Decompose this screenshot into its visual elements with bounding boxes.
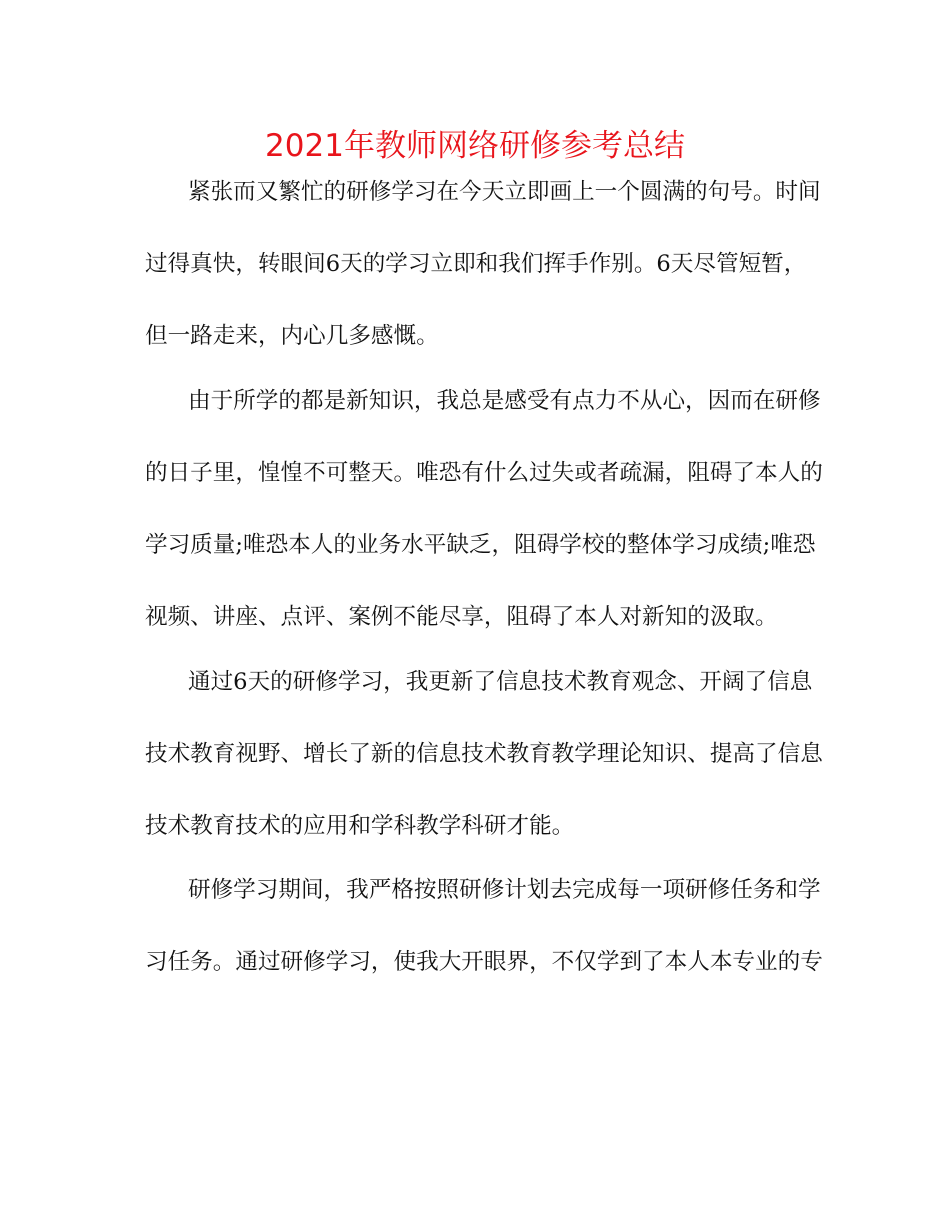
paragraph-2-line-2: 的日子里，惶惶不可整天。唯恐有什么过失或者疏漏，阻碍了本人的: [145, 460, 823, 486]
paragraph-3-line-1: 通过6天的研修学习，我更新了信息技术教育观念、开阔了信息: [188, 669, 813, 695]
paragraph-2-line-3: 学习质量;唯恐本人的业务水平缺乏，阻碍学校的整体学习成绩;唯恐: [145, 532, 816, 558]
paragraph-4-line-2: 习任务。通过研修学习，使我大开眼界，不仅学到了本人本专业的专: [145, 949, 823, 975]
paragraph-1-line-2: 过得真快，转眼间6天的学习立即和我们挥手作别。6天尽管短暂，: [145, 251, 807, 277]
paragraph-2-line-4: 视频、讲座、点评、案例不能尽享，阻碍了本人对新知的汲取。: [145, 604, 778, 630]
document-title: 2021年教师网络研修参考总结: [265, 128, 685, 164]
paragraph-4-line-1: 研修学习期间，我严格按照研修计划去完成每一项研修任务和学: [188, 877, 821, 903]
paragraph-2-line-1: 由于所学的都是新知识，我总是感受有点力不从心，因而在研修: [188, 388, 821, 414]
paragraph-1-line-1: 紧张而又繁忙的研修学习在今天立即画上一个圆满的句号。时间: [188, 179, 821, 205]
paragraph-1-line-3: 但一路走来，内心几多感慨。: [145, 323, 439, 349]
paragraph-3-line-2: 技术教育视野、增长了新的信息技术教育教学理论知识、提高了信息: [145, 741, 823, 767]
paragraph-3-line-3: 技术教育技术的应用和学科教学科研才能。: [145, 813, 575, 839]
